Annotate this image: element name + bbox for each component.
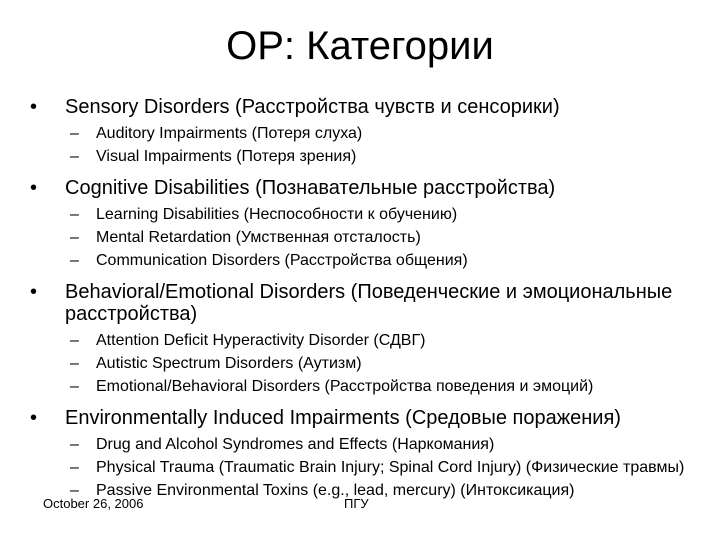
sub-item-label: Communication Disorders (Расстройства общения) bbox=[96, 252, 468, 269]
sub-item-label: Mental Retardation (Умственная отсталость) bbox=[96, 229, 421, 246]
sub-item bbox=[30, 354, 690, 374]
bullet-label: Environmentally Induced Impairments (Средовые поражения) bbox=[65, 407, 621, 429]
sublist bbox=[30, 124, 690, 167]
slide-title: OP: Категории bbox=[226, 24, 494, 68]
sublist bbox=[30, 331, 690, 397]
sub-item bbox=[30, 205, 690, 225]
bullet-item-behavioral-emotional-disorders bbox=[30, 281, 690, 325]
sub-item bbox=[30, 147, 690, 167]
dash-icon: – bbox=[70, 332, 79, 349]
bullet-label: Behavioral/Emotional Disorders (Поведенческие и эмоциональные расстройства) bbox=[65, 281, 673, 325]
bullet-item-environmentally-induced-impairments bbox=[30, 407, 690, 429]
dash-icon: – bbox=[70, 125, 79, 142]
sub-item bbox=[30, 228, 690, 248]
sub-item bbox=[30, 331, 690, 351]
bullet-item-sensory-disorders bbox=[30, 96, 690, 118]
sub-item-label: Emotional/Behavioral Disorders (Расстройства поведения и эмоций) bbox=[96, 378, 594, 395]
footer-center-label: ПГУ bbox=[344, 496, 369, 511]
dash-icon: – bbox=[70, 148, 79, 165]
dash-icon: – bbox=[70, 482, 79, 499]
dash-icon: – bbox=[70, 378, 79, 395]
sublist bbox=[30, 435, 690, 501]
bullet-icon: • bbox=[30, 407, 38, 429]
slide-content bbox=[30, 96, 690, 501]
dash-icon: – bbox=[70, 252, 79, 269]
bullet-icon: • bbox=[30, 281, 38, 303]
sub-item bbox=[30, 377, 690, 397]
bullet-icon: • bbox=[30, 96, 38, 118]
bullet-label: Cognitive Disabilities (Познавательные расстройства) bbox=[65, 177, 556, 199]
bullet-icon: • bbox=[30, 177, 38, 199]
sub-item-label: Visual Impairments (Потеря зрения) bbox=[96, 148, 357, 165]
sub-item bbox=[30, 251, 690, 271]
sub-item-label: Passive Environmental Toxins (e.g., lead, mercury) (Интоксикация) bbox=[96, 482, 575, 499]
footer-date: October 26, 2006 bbox=[43, 496, 144, 511]
sub-item bbox=[30, 458, 690, 478]
bullet-item-cognitive-disabilities bbox=[30, 177, 690, 199]
sublist bbox=[30, 205, 690, 271]
sub-item-label: Learning Disabilities (Неспособности к обучению) bbox=[96, 206, 458, 223]
sub-item-label: Auditory Impairments (Потеря слуха) bbox=[96, 125, 363, 142]
dash-icon: – bbox=[70, 436, 79, 453]
sub-item-label: Physical Trauma (Traumatic Brain Injury; Spinal Cord Injury) (Физические травмы) bbox=[96, 459, 685, 476]
sub-item bbox=[30, 435, 690, 455]
sub-item bbox=[30, 124, 690, 144]
dash-icon: – bbox=[70, 459, 79, 476]
dash-icon: – bbox=[70, 229, 79, 246]
dash-icon: – bbox=[70, 206, 79, 223]
sub-item-label: Drug and Alcohol Syndromes and Effects (Наркомания) bbox=[96, 436, 495, 453]
bullet-label: Sensory Disorders (Расстройства чувств и сенсорики) bbox=[65, 96, 560, 118]
sub-item-label: Autistic Spectrum Disorders (Аутизм) bbox=[96, 355, 362, 372]
sub-item-label: Attention Deficit Hyperactivity Disorder (СДВГ) bbox=[96, 332, 426, 349]
dash-icon: – bbox=[70, 355, 79, 372]
